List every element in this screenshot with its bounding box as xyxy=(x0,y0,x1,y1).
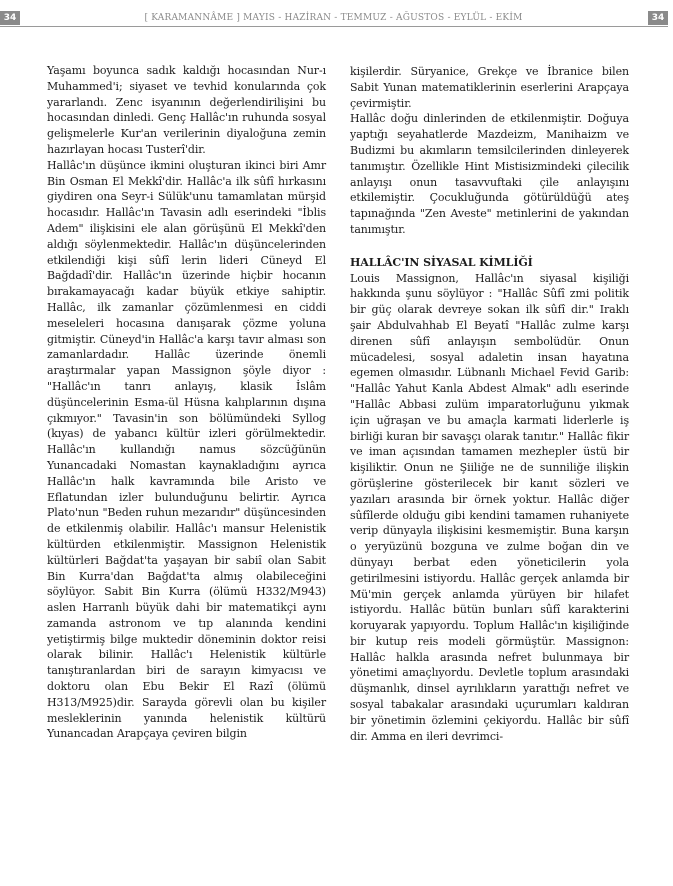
header-divider xyxy=(0,26,668,27)
section-spacer xyxy=(350,238,629,255)
page-number-right: 34 xyxy=(648,11,668,25)
page-header xyxy=(0,0,673,27)
left-column xyxy=(47,63,326,742)
paragraph: Yaşamı boyunca sadık kaldığı hocasından Nur-ı Muhammed'i; siyaset ve tevhid konularında çok yararlandı. Zenc isyanının değerlendirilişini bu hocasından dinledi. Genç Hallâc'ın ruhunda sosyal gelişmelerle Kur'an verilerinin diyaloğuna zemin hazırlayan hocası Tusterî'dir. xyxy=(47,64,326,156)
paragraph: Louis Massignon, Hallâc'ın siyasal kişiliği hakkında şunu söylüyor : "Hallâc Sûfî zmi politik bir güç olarak devreye sokan ilk sûfî dir." Iraklı şair Abdulvahhab El Beyatî "Hallâc zulme karşı direnen sûfî anlayışın sembolüdür. Onun mücadelesi, sosyal adaletin insan hayatına egemen olmasıdır. Lübnanlı Michael Fevid Garib: "Hallâc Yahut Kanla Abdest Almak" adlı eserinde "Hallâc Abbasi zulüm imparatorluğunu yıkmak için uğraşan ve bu amaçla karmati liderlerle iş birliği kuran bir savaşçı olarak tanıtır." Hallâc fikir ve iman açısından tamamen mezhepler üstü bir kişiliktir. Onun ne Şiiliğe ne de sunniliğe ilişkin görüşlerine gösterilecek bir kanıt sözleri ve yazıları arasında bir örnek yoktur. Hallâc diğer sûfîlerde olduğu gibi kendini tamamen ruhaniyete verip dünyayla ilişkisini kesmemiştir. Buna karşın o yeryüzünü bozguna ve zulme boğan din ve dünyayı berbat eden yöneticilerin yola getirilmesini istiyordu. Hallâc gerçek anlamda bir Mü'min gerçek anlamda yürüyen bir hilafet istiyordu. Hallâc bütün bunları sûfî karakterini koruyarak yapıyordu. Toplum Hallâc'ın kişiliğinde bir kutup reis modeli görmüştür. Massignon: Hallâc halkla arasında nefret bulunmaya bir yönetimi amaçlıyordu. Devletle toplum arasındaki düşmanlık, dinsel ayrılıkların yarattığı nefret ve sosyal tabakalar arasındaki uçurumları kaldıran bir yönetimin özlemini çekiyordu. Hallâc bir sûfî dir. Amma en ileri devrimci- xyxy=(350,271,629,743)
running-header-title: [ KARAMANNÂME ] MAYIS - HAZİRAN - TEMMUZ - AĞUSTOS - EYLÜL - EKİM xyxy=(144,13,523,23)
right-column xyxy=(350,64,629,744)
page-number-left: 34 xyxy=(0,11,20,25)
paragraph: Hallâc'ın düşünce ikmini oluşturan ikinci biri Amr Bin Osman El Mekkî'dir. Hallâc'a ilk sûfî hırkasını giydiren ona Seyr-i Sülük'unu tamamlatan mürşid hocasıdır. Hallâc'ın Tavasin adlı eserindeki "İblis Adem" ilişkisini ele alan görüşünü El Mekkî'den aldığı söylenmektedir. Hallâc'ın düşüncelerinden etkilendiği kişi sûfî lerin lideri Cüneyd El Bağdadî'dir. Hallâc'ın üzerinde hiçbir hocanın bırakamayacağı kadar büyük etkiye sahiptir. Hallâc, ilk zamanlar çözümlenmesi en ciddi meseleleri hocasına danışarak çözme yoluna gitmiştir. Cüneyd'in Hallâc'a karşı tavır alması son zamanlardadır. Hallâc üzerinde önemli araştırmalar yapan Massignon şöyle diyor : "Hallâc'ın tanrı anlayış, klasik İslâm düşüncelerinin Esma-ül Hüsna kalıplarının dışına çıkmıyor." Tavasin'in son bölümündeki Syllog (kıyas) de yabancı kültür izleri görülmektedir. Hallâc'ın kullandığı namus sözcüğünün Yunancadaki Nomastan kaynakladığını ayrıca Hallâc'ın halk kavramında bile Aristo ve Eflatundan izler bulunduğunu belirtir. Ayrıca Plato'nun "Beden ruhun mezarıdır" düşüncesinden de etkilenmiş olabilir. Hallâc'ı mansur Helenistik kültürden etkilenmiştir. Massignon Helenistik kültürleri Bağdat'ta yaşayan bir sabiî olan Sabit Bin Kurra'dan Bağdat'ta almış olabileceğini söylüyor. Sabit Bin Kurra (ölümü H332/M943) aslen Harranlı büyük dahi bir matematikçi aynı zamanda astronom ve tıp alanında kendini yetiştirmiş bilge muktedir döneminin doktor reisi olarak bilinir. Hallâc'ı Helenistik kültürle tanıştıranlardan biri de sarayın kimyacısı ve doktoru olan Ebu Bekir El Razî (ölümü H313/M925)dir. Sarayda görevli olan bu kişiler mesleklerinin yanında helenistik kültürü Yunancadan Arapçaya çeviren bilgin xyxy=(47,158,326,741)
section-heading: HALLÂC'IN SİYASAL KİMLİĞİ xyxy=(350,255,533,269)
paragraph: kişilerdir. Süryanice, Grekçe ve İbranice bilen Sabit Yunan matematiklerinin eserlerini Arapçaya çevirmiştir. xyxy=(350,65,629,110)
paragraph: Hallâc doğu dinlerinden de etkilenmiştir. Doğuya yaptığı seyahatlerde Mazdeizm, Manihaizm ve Budizmi bu akımların temsilcilerinden dinleyerek tanımıştır. Özellikle Hint Mistisizmindeki çilecilik anlayışı onun tasavvuftaki çile anlayışını etkilemiştir. Çocukluğunda götürüldüğü ateş tapınağında "Zen Aveste" metinlerini de yakından tanımıştır. xyxy=(350,112,629,236)
